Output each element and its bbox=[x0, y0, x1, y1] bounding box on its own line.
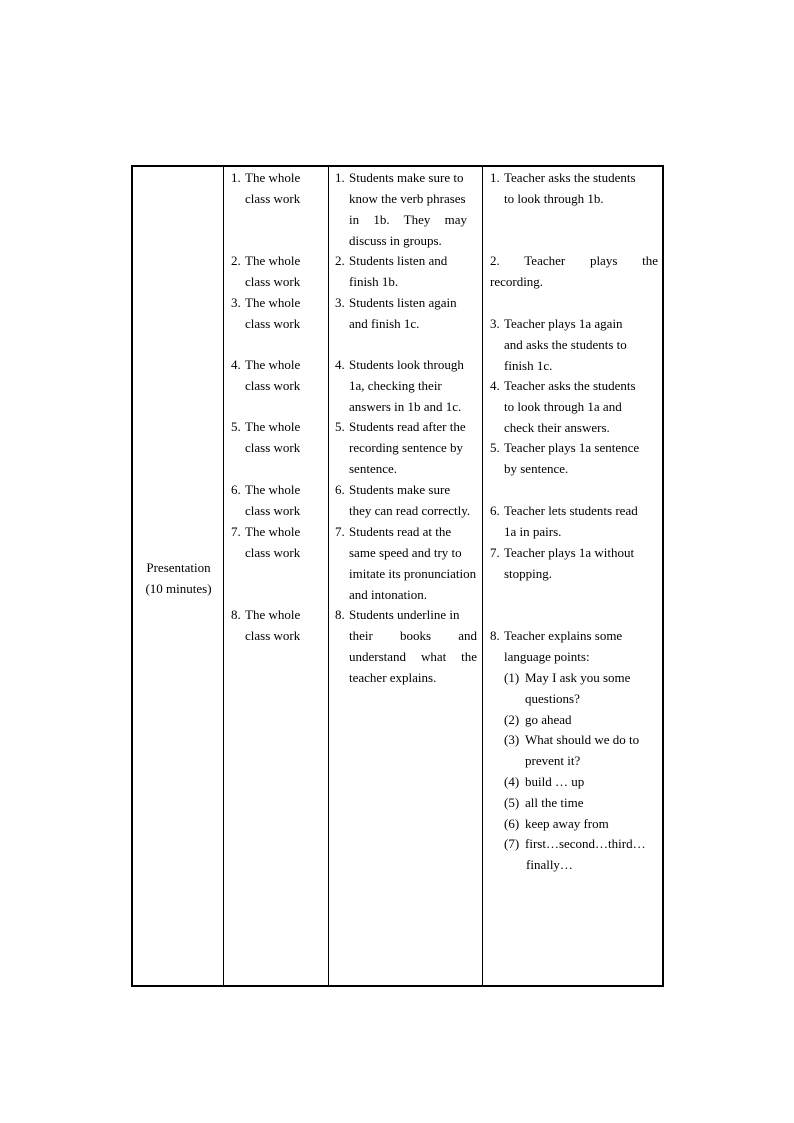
group-item bbox=[231, 521, 323, 563]
group-text: class work bbox=[245, 440, 301, 455]
activity-number: 7. bbox=[490, 545, 500, 560]
activity-text: and intonation. bbox=[349, 587, 427, 602]
activity-text: by sentence. bbox=[504, 461, 569, 476]
group-number: 3. bbox=[231, 295, 241, 310]
teacher-activity bbox=[490, 500, 658, 542]
stage-cell bbox=[133, 557, 224, 599]
activity-text: know the verb phrases bbox=[349, 191, 466, 206]
activity-number: 6. bbox=[335, 482, 345, 497]
activity-number: 8. bbox=[490, 628, 500, 643]
student-activity bbox=[335, 479, 477, 521]
group-text: class work bbox=[245, 628, 301, 643]
group-item bbox=[231, 354, 323, 396]
activity-text: and finish 1c. bbox=[349, 316, 420, 331]
activity-text: in 1b. They may bbox=[349, 212, 467, 227]
point-text: prevent it? bbox=[525, 753, 581, 768]
activity-text: stopping. bbox=[504, 566, 553, 581]
point-text: all the time bbox=[525, 795, 584, 810]
point-number: (5) bbox=[504, 795, 520, 810]
language-point bbox=[504, 833, 658, 875]
activity-number: 5. bbox=[335, 419, 345, 434]
activity-text: imitate its pronunciation bbox=[349, 566, 477, 581]
activity-number: 2. bbox=[490, 253, 500, 268]
student-activity bbox=[335, 521, 477, 605]
group-item bbox=[231, 416, 323, 458]
activity-number: 7. bbox=[335, 524, 345, 539]
group-text: class work bbox=[245, 274, 301, 289]
stage-duration: (10 minutes) bbox=[145, 581, 212, 596]
student-activity bbox=[335, 604, 477, 688]
activity-number: 3. bbox=[490, 316, 500, 331]
point-text: go ahead bbox=[525, 712, 572, 727]
activity-text: Teacher asks the students bbox=[504, 170, 636, 185]
group-text: The whole bbox=[245, 482, 301, 497]
column-divider bbox=[482, 167, 483, 985]
point-text: first…second…third… bbox=[525, 836, 646, 851]
teacher-activity bbox=[490, 542, 658, 584]
activity-number: 3. bbox=[335, 295, 345, 310]
activity-text: finish 1b. bbox=[349, 274, 399, 289]
language-point bbox=[504, 667, 658, 709]
activity-number: 6. bbox=[490, 503, 500, 518]
activity-text: they can read correctly. bbox=[349, 503, 471, 518]
point-number: (6) bbox=[504, 816, 520, 831]
lesson-plan-table bbox=[131, 165, 664, 987]
group-number: 5. bbox=[231, 419, 241, 434]
point-text: finally… bbox=[526, 857, 573, 872]
activity-text: Students make sure to bbox=[349, 170, 464, 185]
language-point bbox=[504, 729, 658, 771]
activity-text: Teacher lets students read bbox=[504, 503, 638, 518]
group-text: The whole bbox=[245, 419, 301, 434]
activity-text: Students read at the bbox=[349, 524, 452, 539]
activity-text: recording sentence by bbox=[349, 440, 464, 455]
group-item bbox=[231, 604, 323, 646]
activity-number: 8. bbox=[335, 607, 345, 622]
activity-text: teacher explains. bbox=[349, 670, 437, 685]
student-activity bbox=[335, 250, 477, 292]
point-number: (2) bbox=[504, 712, 520, 727]
activity-text: Students look through bbox=[349, 357, 464, 372]
point-number: (4) bbox=[504, 774, 520, 789]
group-item bbox=[231, 292, 323, 334]
group-text: class work bbox=[245, 316, 301, 331]
point-number: (3) bbox=[504, 732, 520, 747]
group-number: 6. bbox=[231, 482, 241, 497]
teacher-activity bbox=[490, 625, 658, 667]
group-text: The whole bbox=[245, 295, 301, 310]
group-number: 2. bbox=[231, 253, 241, 268]
teacher-activity bbox=[490, 437, 658, 479]
group-item bbox=[231, 479, 323, 521]
teacher-activity bbox=[490, 250, 658, 292]
language-point bbox=[504, 771, 658, 792]
group-item bbox=[231, 167, 323, 209]
group-text: The whole bbox=[245, 607, 301, 622]
activity-text: sentence. bbox=[349, 461, 398, 476]
activity-text: discuss in groups. bbox=[349, 233, 442, 248]
activity-number: 5. bbox=[490, 440, 500, 455]
group-text: The whole bbox=[245, 170, 301, 185]
activity-text: Teacher plays the bbox=[524, 253, 659, 268]
point-text: questions? bbox=[525, 691, 580, 706]
student-activity bbox=[335, 354, 477, 417]
activity-text: 1a in pairs. bbox=[504, 524, 562, 539]
teacher-activity bbox=[490, 167, 658, 209]
group-text: The whole bbox=[245, 524, 301, 539]
group-number: 8. bbox=[231, 607, 241, 622]
activity-text: Teacher plays 1a without bbox=[504, 545, 635, 560]
group-number: 4. bbox=[231, 357, 241, 372]
activity-text: Students listen again bbox=[349, 295, 457, 310]
column-divider bbox=[328, 167, 329, 985]
activity-text: answers in 1b and 1c. bbox=[349, 399, 462, 414]
group-number: 7. bbox=[231, 524, 241, 539]
activity-text: Students make sure bbox=[349, 482, 451, 497]
activity-text: their books and bbox=[349, 628, 477, 643]
activity-number: 1. bbox=[335, 170, 345, 185]
teacher-activity bbox=[490, 375, 658, 438]
stage-name: Presentation bbox=[146, 560, 211, 575]
point-text: May I ask you some bbox=[525, 670, 631, 685]
point-number: (1) bbox=[504, 670, 520, 685]
activity-text: same speed and try to bbox=[349, 545, 462, 560]
activity-text: Students listen and bbox=[349, 253, 448, 268]
activity-text: Teacher asks the students bbox=[504, 378, 636, 393]
language-point bbox=[504, 813, 658, 834]
activity-text: and asks the students to bbox=[504, 337, 627, 352]
point-text: What should we do to bbox=[525, 732, 640, 747]
activity-number: 2. bbox=[335, 253, 345, 268]
language-point bbox=[504, 709, 658, 730]
activity-text: Students underline in bbox=[349, 607, 460, 622]
language-point bbox=[504, 792, 658, 813]
activity-text: finish 1c. bbox=[504, 358, 553, 373]
activity-text: Students read after the bbox=[349, 419, 466, 434]
activity-text: check their answers. bbox=[504, 420, 610, 435]
point-text: build … up bbox=[525, 774, 585, 789]
activity-text: Teacher plays 1a again bbox=[504, 316, 623, 331]
student-activity bbox=[335, 292, 477, 334]
group-text: class work bbox=[245, 503, 301, 518]
group-text: class work bbox=[245, 191, 301, 206]
activity-text: Teacher explains some bbox=[504, 628, 623, 643]
group-number: 1. bbox=[231, 170, 241, 185]
point-text: keep away from bbox=[525, 816, 609, 831]
group-text: The whole bbox=[245, 253, 301, 268]
group-item bbox=[231, 250, 323, 292]
group-text: The whole bbox=[245, 357, 301, 372]
group-text: class work bbox=[245, 545, 301, 560]
activity-number: 4. bbox=[490, 378, 500, 393]
activity-number: 1. bbox=[490, 170, 500, 185]
activity-text: language points: bbox=[504, 649, 590, 664]
teacher-activity bbox=[490, 313, 658, 376]
activity-text: understand what the bbox=[349, 649, 477, 664]
activity-text: Teacher plays 1a sentence bbox=[504, 440, 640, 455]
activity-text: 1a, checking their bbox=[349, 378, 442, 393]
student-activity bbox=[335, 167, 477, 251]
group-text: class work bbox=[245, 378, 301, 393]
point-number: (7) bbox=[504, 836, 520, 851]
activity-number: 4. bbox=[335, 357, 345, 372]
activity-text: to look through 1b. bbox=[504, 191, 604, 206]
student-activity bbox=[335, 416, 477, 479]
activity-text: to look through 1a and bbox=[504, 399, 622, 414]
activity-text: recording. bbox=[490, 274, 544, 289]
